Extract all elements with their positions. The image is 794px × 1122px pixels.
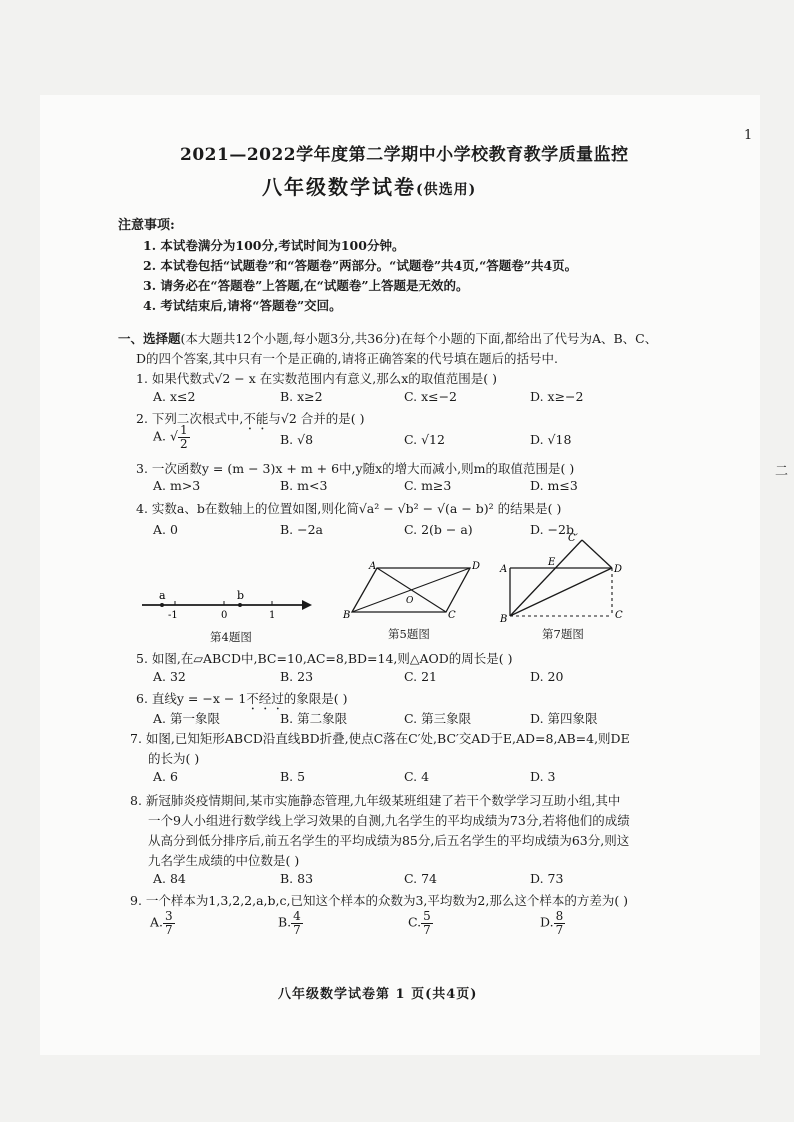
option-c: C. m≥3 [404,478,452,493]
vertex-label: A [500,564,508,575]
tick-label: -1 [168,610,178,621]
exam-title: 2021—2022学年度第二学期中小学校教育教学质量监控 [180,145,629,165]
question-3: 3. 一次函数y = (m − 3)x + m + 6中,y随x的增大而减小,则m的取值范围是( ) [136,461,575,476]
question-7-cont: 的长为( ) [148,751,200,766]
center-label: O [406,596,414,606]
vertex-label: D [472,561,480,572]
option-d: D. −2b [530,522,574,537]
option-a: A. 第一象限 [153,711,220,726]
option-c: C. √12 [404,432,445,447]
option-d: D. x≥−2 [530,389,584,404]
option-d: D. $\frac{8}{7}$ [540,909,564,937]
tick-label: 1 [269,610,276,621]
segment-cprime-d [582,540,612,568]
label-a: a [159,589,166,602]
option-a: A. x≤2 [153,389,196,404]
option-b: B. √8 [280,432,314,447]
option-a: A. √ $\frac{1}{2}$ [153,423,188,451]
margin-mark: 1 [744,128,753,143]
segment-bcprime [510,540,582,616]
question-8: 8. 新冠肺炎疫情期间,某市实施静态管理,九年级某班组建了若干个数学学习互助小组,其中 [130,793,621,808]
point-b [238,603,242,607]
option-b: B. 第二象限 [280,711,348,726]
vertex-label: B [500,614,508,624]
option-d: D. m≤3 [530,478,578,493]
option-b: B. 23 [280,669,314,684]
arrow-head [302,600,312,610]
note-item: 4. 考试结束后,请将“答题卷”交回。 [143,298,342,313]
option-c: C. 2(b − a) [404,522,473,537]
option-b: B. $\frac{4}{7}$ [278,909,301,937]
vertex-label: C [615,610,623,621]
option-c: C. 21 [404,669,437,684]
note-item: 3. 请务必在“答题卷”上答题,在“试题卷”上答题是无效的。 [143,278,469,293]
figure-4-number-line [140,585,320,625]
point-a [160,603,164,607]
question-9: 9. 一个样本为1,3,2,2,a,b,c,已知这个样本的众数为3,平均数为2,那么这个样本的方差为( ) [130,893,629,908]
option-d: D. 73 [530,871,564,886]
vertex-label: E [548,557,556,568]
question-6: 6. 直线y = −x − 1不经过的象限是( ) [136,691,348,706]
option-a: A. 6 [153,769,178,784]
option-c: C. 4 [404,769,430,784]
question-7: 7. 如图,已知矩形ABCD沿直线BD折叠,使点C落在C′处,BC′交AD于E,AD=8,AB=4,则DE [130,731,630,746]
option-b: B. m<3 [280,478,328,493]
option-d: D. 3 [530,769,556,784]
question-4: 4. 实数a、b在数轴上的位置如图,则化简√a² − √b² − √(a − b)² 的结果是( ) [136,501,562,516]
exam-subtitle: 八年级数学试卷(供选用) [262,175,477,199]
option-b: B. 83 [280,871,314,886]
question-2: 2. 下列二次根式中,不能与√2 合并的是( ) [136,411,365,426]
option-c: C. x≤−2 [404,389,458,404]
diagonal-bd [510,568,612,616]
vertex-label: D [614,564,623,575]
page-footer: 八年级数学试卷第 1 页(共4页) [278,987,478,1002]
section-instructions: D的四个答案,其中只有一个是正确的,请将正确答案的代号填在题后的括号中. [136,351,558,366]
question-8-cont: 一个9人小组进行数学线上学习效果的自测,九名学生的平均成绩为73分,若将他们的成绩 [148,813,630,828]
option-c: C. 74 [404,871,437,886]
label-b: b [237,589,245,602]
note-item: 2. 本试卷包括“试题卷”和“答题卷”两部分。“试题卷”共4页,“答题卷”共4页。 [143,258,578,273]
question-8-cont: 九名学生成绩的中位数是( ) [148,853,300,868]
option-a: A. 0 [153,522,178,537]
option-b: B. −2a [280,522,324,537]
vertex-label: B [343,610,351,621]
option-a: A. m>3 [153,478,201,493]
vertex-label: C′ [568,533,578,544]
notes-heading: 注意事项: [118,218,175,233]
option-d: D. 20 [530,669,564,684]
tick-label: 0 [221,610,228,621]
vertex-label: C [448,610,456,621]
option-a: A. $\frac{3}{7}$ [150,909,173,937]
question-1: 1. 如果代数式√2 − x 在实数范围内有意义,那么x的取值范围是( ) [136,371,498,386]
section-heading: 一、选择题(本大题共12个小题,每小题3分,共36分)在每个小题的下面,都给出了代号为A、B、C、 [118,331,658,346]
margin-mark: 二 [775,464,789,479]
option-b: B. x≥2 [280,389,323,404]
option-a: A. 84 [153,871,186,886]
option-c: C. 第三象限 [404,711,472,726]
option-d: D. √18 [530,432,572,447]
option-c: C. $\frac{5}{7}$ [408,909,431,937]
option-a: A. 32 [153,669,186,684]
question-5: 5. 如图,在▱ABCD中,BC=10,AC=8,BD=14,则△AOD的周长是( ) [136,651,513,666]
question-8-cont: 从高分到低分排序后,前五名学生的平均成绩为85分,后五名学生的平均成绩为63分,则这 [148,833,630,848]
figure-caption: 第7题图 [542,627,584,641]
figure-caption: 第4题图 [210,630,252,644]
option-d: D. 第四象限 [530,711,598,726]
figure-7-folded-rectangle [496,532,636,624]
note-item: 1. 本试卷满分为100分,考试时间为100分钟。 [143,238,405,253]
figure-5-parallelogram [340,558,480,622]
option-b: B. 5 [280,769,306,784]
vertex-label: A [369,561,377,572]
figure-caption: 第5题图 [388,627,430,641]
